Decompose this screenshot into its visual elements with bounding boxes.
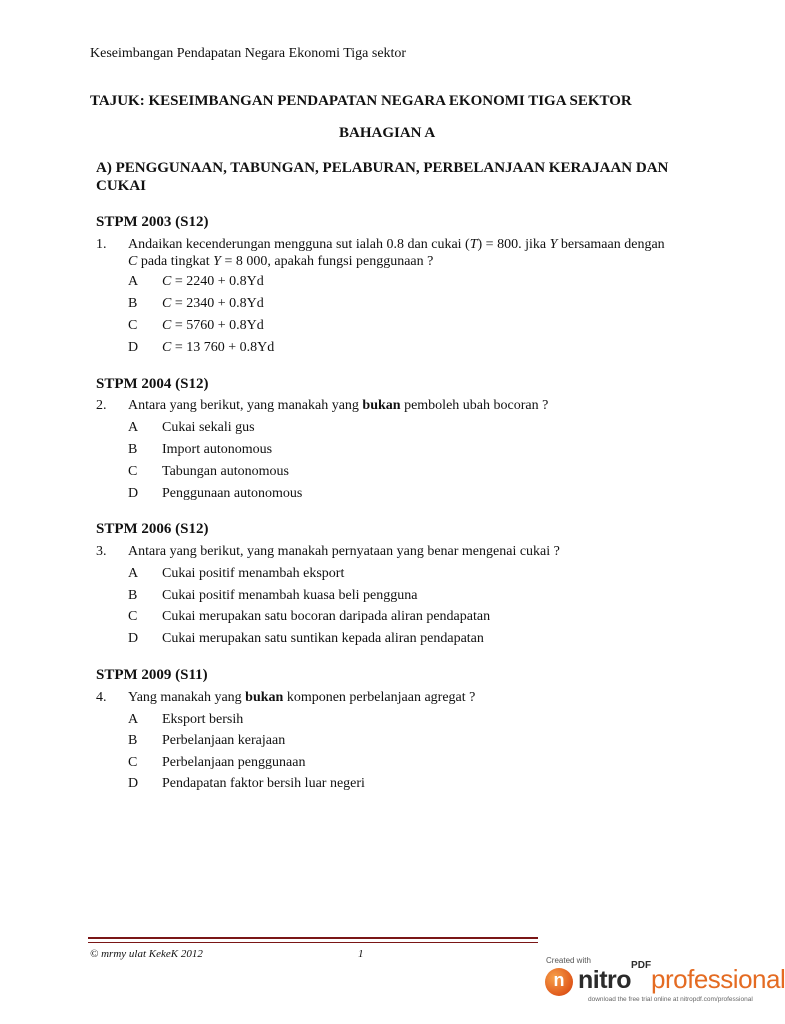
answer-option[interactable]: D Cukai merupakan satu suntikan kepada aliran pendapatan [128,631,484,646]
answer-option[interactable]: D Pendapatan faktor bersih luar negeri [128,776,365,791]
watermark-created-with: Created with [546,956,591,965]
footer-copyright: © mrmy ulat KekeK 2012 [90,948,203,960]
question-text: Yang manakah yang bukan komponen perbelanjaan agregat ? [128,690,476,705]
question-text-cont: C pada tingkat Y = 8 000, apakah fungsi penggunaan ? [128,254,434,269]
question-number: 1. [96,237,107,252]
answer-option[interactable]: D C = 13 760 + 0.8Yd [128,340,275,355]
question-source: STPM 2003 (S12) [96,214,209,230]
watermark-tagline: download the free trial online at nitropdf.com/professional [588,996,753,1003]
answer-option[interactable]: A Cukai sekali gus [128,420,255,435]
question-number: 3. [96,544,107,559]
nitro-logo-icon: n [545,968,573,996]
section-heading-cont: CUKAI [96,178,147,194]
watermark-brand: nitro$^{PDF}$professional [578,960,785,994]
answer-option[interactable]: A Eksport bersih [128,712,244,727]
answer-option[interactable]: B Import autonomous [128,442,273,457]
footer-rule-thin [88,942,538,943]
footer-rule [88,937,538,939]
question-text: Andaikan kecenderungan mengguna sut ialah 0.8 dan cukai (T) = 800. jika Y bersamaan dengan [128,237,665,252]
answer-option[interactable]: B Cukai positif menambah kuasa beli pengguna [128,588,418,603]
answer-option[interactable]: C Tabungan autonomous [128,464,289,479]
page-number: 1 [358,948,364,960]
question-text: Antara yang berikut, yang manakah pernyataan yang benar mengenai cukai ? [128,544,560,559]
answer-option[interactable]: C Perbelanjaan penggunaan [128,755,306,770]
answer-option[interactable]: C Cukai merupakan satu bocoran daripada aliran pendapatan [128,609,491,624]
question-text: Antara yang berikut, yang manakah yang bukan pemboleh ubah bocoran ? [128,398,549,413]
question-source: STPM 2006 (S12) [96,521,209,537]
question-number: 2. [96,398,107,413]
question-source: STPM 2004 (S12) [96,376,209,392]
document-title: TAJUK: KESEIMBANGAN PENDAPATAN NEGARA EKONOMI TIGA SEKTOR [90,93,632,109]
running-header: Keseimbangan Pendapatan Negara Ekonomi Tiga sektor [90,46,407,61]
section-heading: A) PENGGUNAAN, TABUNGAN, PELABURAN, PERBELANJAAN KERAJAAN DAN [96,160,669,176]
answer-option[interactable]: D Penggunaan autonomous [128,486,303,501]
answer-option[interactable]: B C = 2340 + 0.8Yd [128,296,264,311]
answer-option[interactable]: A Cukai positif menambah eksport [128,566,345,581]
part-heading: BAHAGIAN A [339,125,436,141]
question-number: 4. [96,690,107,705]
answer-option[interactable]: A C = 2240 + 0.8Yd [128,274,264,289]
question-source: STPM 2009 (S11) [96,667,208,683]
answer-option[interactable]: B Perbelanjaan kerajaan [128,733,286,748]
answer-option[interactable]: C C = 5760 + 0.8Yd [128,318,264,333]
